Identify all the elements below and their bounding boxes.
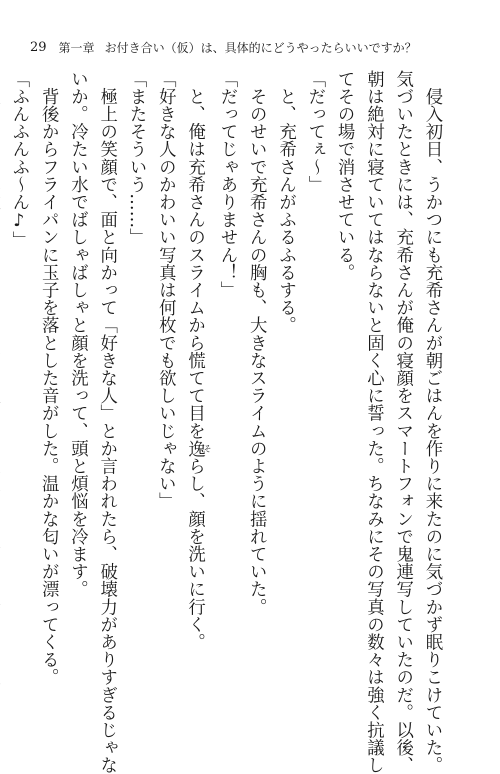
body-text (0, 70, 446, 774)
text-line: 気づいたときには、充希さんが俺の寝顔をスマートフォンで鬼連写していたのだ。以後、 (392, 70, 413, 774)
text-line: 「だってぇ～」 (304, 70, 325, 194)
running-header (30, 37, 417, 57)
text-line: 朝は絶対に寝ていてはならないと固く心に誓った。ちなみにその写真の数々は強く抗議し (363, 70, 384, 774)
text-line: いか。冷たい水でばしゃばしゃと顔を洗って、頭と煩悩を冷ます。 (67, 70, 88, 598)
text-line (0, 70, 4, 675)
text-line: 「好きな人のかわいい写真は何枚でも欲しいじゃない」 (155, 70, 176, 510)
chapter-label: 第一章 (58, 40, 95, 55)
furigana-ruby: 逸そ (184, 439, 213, 458)
text-line: てその場で消させている。 (334, 70, 355, 282)
text-line: 「ふんふんふ～ん♪」 (8, 70, 29, 249)
page-number: 29 (30, 39, 47, 55)
text-line: と、充希さんがふるふるする。 (275, 70, 296, 334)
furigana-reading: そ (203, 439, 213, 458)
text-line-with-ruby: と、俺は充希さんのスライムから慌てて目を逸そらし、顔を洗いに行く。 (184, 70, 213, 651)
text-line: 極上の笑顔で、面と向かって「好きな人」とか言われたら、破壊力がありすぎるじゃな (96, 70, 117, 774)
text-line: 侵入初日、うかつにも充希さんが朝ごはんを作りに来たのに気づかず眠りこけていた。 (422, 70, 442, 774)
text-line: 「だってじゃありません！」 (216, 70, 237, 299)
chapter-title: お付き合い（仮）は、具体的にどうやったらいいですか？ (104, 40, 417, 55)
text-line: 背後からフライパンに玉子を落とした音がした。温かな匂いが漂ってくる。 (38, 70, 59, 686)
text-line: 「またそういう……」 (126, 70, 147, 246)
text-line: そのせいで充希さんの胸も、大きなスライムのように揺れていた。 (246, 70, 267, 616)
